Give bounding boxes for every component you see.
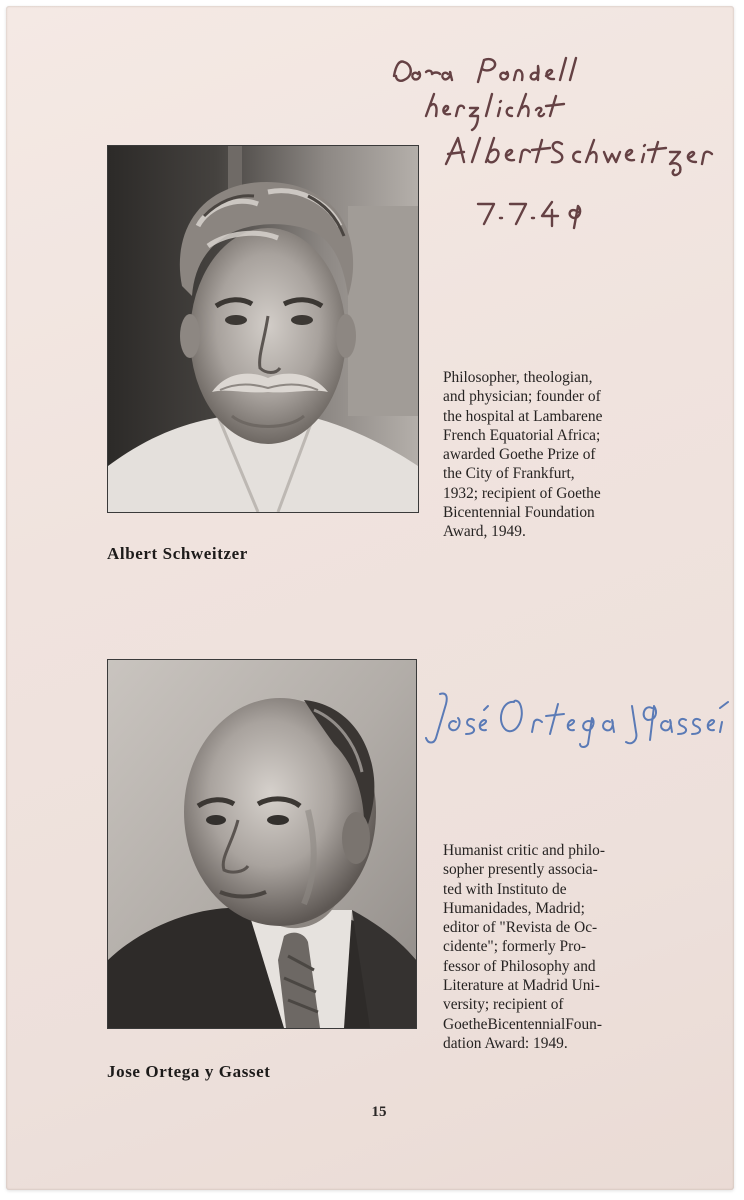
- inscription-line-1: [386, 46, 387, 47]
- bio-line: 1932; recipient of Goethe: [443, 484, 601, 502]
- entry-bio-ortega: [443, 841, 605, 1053]
- entry-bio-schweitzer: [443, 368, 602, 542]
- bio-line: and physician; founder of: [443, 388, 601, 406]
- inscription-line-3: [386, 46, 387, 47]
- portrait-albert-schweitzer: [107, 145, 419, 513]
- schweitzer-handwritten-inscription: [386, 46, 726, 236]
- bio-line: the hospital at Lambarene: [443, 407, 603, 425]
- bio-line: sopher presently associa-: [443, 861, 598, 879]
- entry-name-schweitzer: Albert Schweitzer: [107, 544, 248, 563]
- bio-line: the City of Frankfurt,: [443, 465, 575, 483]
- bio-line: cidente"; formerly Pro-: [443, 938, 587, 956]
- bio-line: awarded Goethe Prize of: [443, 446, 596, 464]
- page-number: 15: [371, 1104, 387, 1120]
- schweitzer-signature-drawing: [386, 46, 726, 236]
- bio-line: ted with Instituto de: [443, 880, 567, 898]
- bio-line: Humanist critic and philo-: [443, 842, 605, 859]
- portrait-jose-ortega-y-gasset: [107, 659, 417, 1029]
- bio-line: dation Award: 1949.: [443, 1034, 568, 1052]
- bio-line: Award, 1949.: [443, 523, 526, 541]
- inscription-line-4: [386, 46, 387, 47]
- ortega-signature-drawing: [418, 682, 730, 752]
- ortega-handwritten-signature: [418, 682, 730, 752]
- bio-line: versity; recipient of: [443, 996, 564, 1014]
- bio-line: GoetheBicentennialFoun-: [443, 1015, 602, 1033]
- schweitzer-photo-image: [108, 146, 418, 512]
- bio-line: editor of "Revista de Oc-: [443, 919, 598, 937]
- entry-name-ortega: Jose Ortega y Gasset: [107, 1062, 271, 1081]
- bio-line: fessor of Philosophy and: [443, 957, 596, 975]
- bio-line: Literature at Madrid Uni-: [443, 977, 600, 995]
- booklet-page: [6, 6, 734, 1190]
- ortega-photo-image: [108, 660, 416, 1028]
- inscription-line-2: [386, 46, 387, 47]
- signature-text: [418, 682, 419, 683]
- bio-line: French Equatorial Africa;: [443, 426, 601, 444]
- bio-line: Humanidades, Madrid;: [443, 899, 585, 917]
- bio-line: Bicentennial Foundation: [443, 504, 595, 522]
- bio-line: Philosopher, theologian,: [443, 369, 593, 386]
